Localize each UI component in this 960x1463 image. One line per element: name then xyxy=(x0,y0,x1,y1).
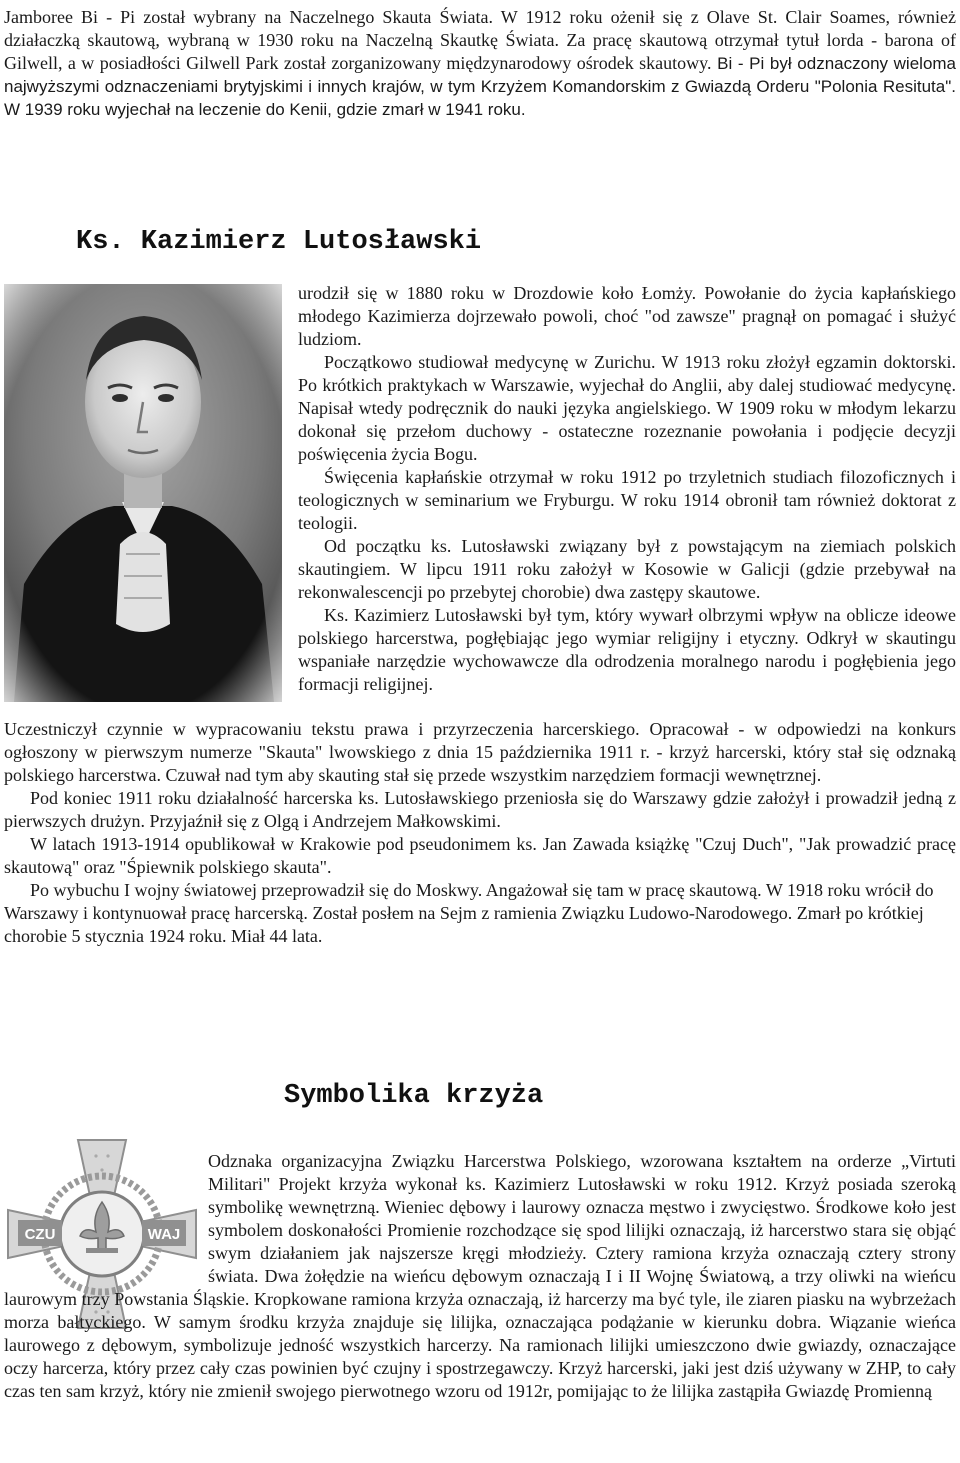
bio-paragraph: urodził się w 1880 roku w Drozdowie koło Łomży. Powołanie do życia kapłańskiego młodego Kazimierza dojrzewało powoli, choć "od zawsze" pragnął on pomagać i służyć ludziom. xyxy=(298,283,956,349)
bio-paragraph: Od początku ks. Lutosławski związany był z powstającym na ziemiach polskich skautingiem. W lipcu 1911 roku założył w Kosowie w Galicji (gdzie przebywał na rekonwalescencji po przebytej chorobie) dwa zastępy skautowe. xyxy=(298,536,956,602)
cross-text-duch: WAJ xyxy=(147,1226,181,1243)
intro-paragraph xyxy=(4,6,956,121)
bio-paragraph: Ks. Kazimierz Lutosławski był tym, który wywarł olbrzymi wpływ na oblicze ideowe polskiego harcerstwa, pogłębiając jego wymiar religijny i etyczny. Odkrył w skautingu wspaniałe narzędzie wychowawcze dla odrodzenia moralnego narodu i pogłębienia jego formacji religijnej. xyxy=(298,605,956,694)
portrait-illustration xyxy=(4,284,282,702)
lutoslawski-bio-column xyxy=(298,282,956,696)
bio-paragraph-full: Uczestniczył czynnie w wypracowaniu tekstu prawa i przyrzeczenia harcerskiego. Opracował - w odpowiedzi na konkurs ogłoszony w pierwszym numerze "Skauta" lwowskiego z dnia 15 października 1911 r. - krzyż harcerski, który stał się odznaką polskiego harcerstwa. Czuwał nad tym aby skauting stał się przede wszystkim narzędziem formacji wewnętrznej. xyxy=(4,719,956,785)
symbolika-paragraph: Odznaka organizacyjna Związku Harcerstwa Polskiego, wzorowana kształtem na orderze „Virtuti Militari" Projekt krzyża wykonał ks. Kazimierz Lutosławski w roku 1912. Krzyż posiada szeroką symbolikę wewnętrzną. Wieniec dębowy i laurowy oznacza męstwo i zwycięstwo. Środkowe koło jest symbolem doskonałości Promienie rozchodzące się spod lilijki oznaczają, iż harcerstwo stara się objąć swym działaniem jak najszersze kręgi młodzieży. Cztery ramiona krzyża oznaczają cztery strony świata. Dwa żołędzie na wieńcu dębowym oznaczają I i II Wojnę Światową, a trzy oliwki na wieńcu laurowym trzy Powstania Śląskie. Kropkowane ramiona krzyża oznaczają, iż harcerzy ma być tyle, ile ziaren piasku na wybrzeżach morza bałtyckiego. W samym środku krzyża znajduje się lilijka, oznaczająca podążanie w kierunku dobra. Wiązanie wieńca laurowego z dębowym, symbolizuje jedność wszystkich harcerzy. Na ramionach lilijki umieszczono dwie gwiazdy, oznaczające oczy harcerza, który przez cały czas powinien być czujny i spostrzegawczy. Krzyż harcerski, jaki jest dziś używany w ZHP, to cały czas ten sam krzyż, który nie zmienił swojego pierwotnego wzoru od 1912r, pomijając to że lilijka zastąpiła Gwiazdę Promienną xyxy=(4,1151,956,1401)
intro-text-b: Bi - Pi był odznaczony wieloma najwyższymi odznaczeniami brytyjskimi i innych krajów, w tym Krzyżem Komandorskim z Gwiazdą Orderu "Polonia Resituta". W 1939 roku wyjechał na leczenie do Kenii, gdzie zmarł w 1941 roku. xyxy=(4,54,957,119)
bio-paragraph-full: W latach 1913-1914 opublikował w Krakowie pod pseudonimem ks. Jan Zawada książkę "Czuj Duch", "Jak prowadzić pracę skautową" oraz "Śpiewnik polskiego skauta". xyxy=(4,834,956,877)
float-spacer xyxy=(4,1150,208,1288)
cross-text-czuj: CZU xyxy=(24,1226,56,1243)
lutoslawski-bio-continued xyxy=(4,718,956,948)
bio-paragraph: Święcenia kapłańskie otrzymał w roku 1912 po trzyletnich studiach filozoficznych i teologicznych w seminarium we Fryburgu. W roku 1914 obronił tam również doktorat z teologii. xyxy=(298,467,956,533)
section-heading-symbolika: Symbolika krzyża xyxy=(284,1081,544,1111)
bio-paragraph-full: Po wybuchu I wojny światowej przeprowadził się do Moskwy. Angażował się tam w pracę skautową. W 1918 roku wrócił do Warszawy i kontynuował pracę harcerską. Został posłem na Sejm z ramienia Związku Ludowo-Narodowego. Zmarł po krótkiej chorobie 5 stycznia 1924 roku. Miał 44 lata. xyxy=(4,880,934,946)
bio-paragraph-full: Pod koniec 1911 roku działalność harcerska ks. Lutosławskiego przeniosła się do Warszawy gdzie założył i prowadził jedną z pierwszych drużyn. Przyjaźnił się z Olgą i Andrzejem Małkowskimi. xyxy=(4,788,956,831)
section-heading-lutoslawski: Ks. Kazimierz Lutosławski xyxy=(76,227,482,257)
intro-text-a: Jamboree Bi - Pi został wybrany na Naczelnego Skauta Świata. W 1912 roku ożenił się z Olave St. Clair Soames, również działaczką skautową, wybraną w 1930 roku na Naczelną Skautkę Świata. Za pracę skautową otrzymał tytuł lorda - barona of Gilwell, a w posiadłości Gilwell Park został zorganizowany międzynarodowy ośrodek skautowy. xyxy=(4,7,956,73)
bio-paragraph: Początkowo studiował medycynę w Zurichu. W 1913 roku złożył egzamin doktorski. Po krótkich praktykach w Warszawie, wyjechał do Anglii, aby dalej studiować medycynę. Napisał wtedy podręcznik do nauki języka angielskiego. W 1909 roku w młodym lekarzu dokonał się przełom duchowy - ostateczne rozeznanie powołania i podjęcie decyzji poświęcenia życia Bogu. xyxy=(298,352,956,464)
portrait-photo xyxy=(4,284,282,702)
